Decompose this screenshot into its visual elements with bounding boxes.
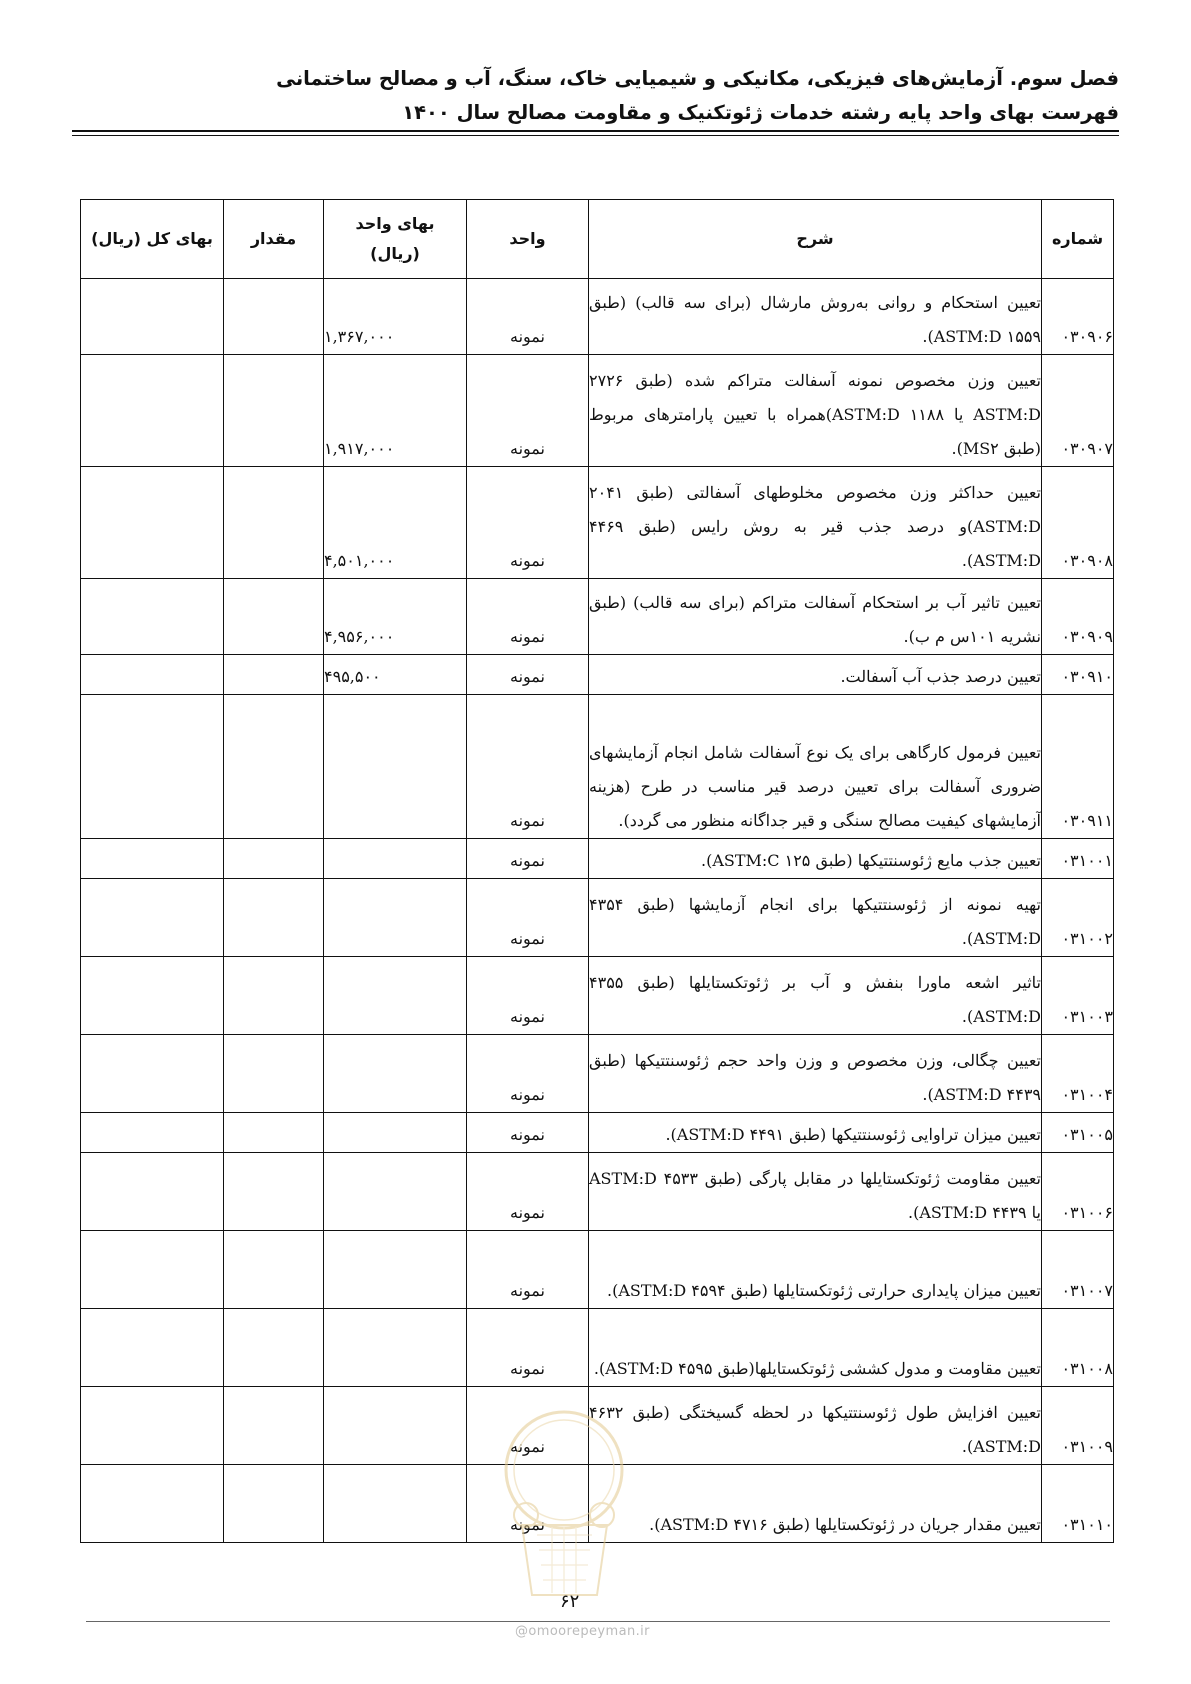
item-total-price [81, 1113, 224, 1153]
col-header-unit: واحد [467, 200, 589, 279]
price-list-title: فهرست بهای واحد پایه رشته خدمات ژئوتکنیک و مقاومت مصالح سال ۱۴۰۰ [402, 101, 1119, 124]
item-description: تعیین مقاومت و مدول کششی ژئوتکستایلها(طبق ۴۵۹۵ ASTM:D). [589, 1309, 1042, 1387]
item-description: تعیین چگالی، وزن مخصوص و وزن واحد حجم ژئوسنتتیکها (طبق ۴۴۳۹ ASTM:D). [589, 1035, 1042, 1113]
item-unit-price [324, 1387, 467, 1465]
item-code: ۰۳۱۰۰۷ [1042, 1231, 1114, 1309]
item-total-price [81, 695, 224, 839]
item-unit: نمونه [467, 1387, 589, 1465]
item-code: ۰۳۰۹۰۶ [1042, 279, 1114, 355]
table-row [81, 839, 1114, 879]
item-total-price [81, 1153, 224, 1231]
item-quantity [224, 1153, 324, 1231]
item-unit-price [324, 879, 467, 957]
item-quantity [224, 695, 324, 839]
item-code: ۰۳۱۰۰۵ [1042, 1113, 1114, 1153]
item-quantity [224, 279, 324, 355]
col-header-desc: شرح [589, 200, 1042, 279]
item-unit: نمونه [467, 655, 589, 695]
item-description: تعیین جذب مایع ژئوسنتتیکها (طبق ۱۲۵ ASTM:C). [589, 839, 1042, 879]
table-row [81, 695, 1114, 839]
item-code: ۰۳۱۰۰۸ [1042, 1309, 1114, 1387]
table-row [81, 1113, 1114, 1153]
item-quantity [224, 1035, 324, 1113]
table-body [81, 279, 1114, 1543]
item-code: ۰۳۰۹۱۱ [1042, 695, 1114, 839]
item-unit-price: ۴۹۵,۵۰۰ [324, 655, 467, 695]
item-description: تعیین حداکثر وزن مخصوص مخلوطهای آسفالتی (طبق ۲۰۴۱ ASTM:D)و درصد جذب قیر به روش رایس (طبق ۴۴۶۹ ASTM:D). [589, 467, 1042, 579]
item-code: ۰۳۰۹۰۷ [1042, 355, 1114, 467]
item-description: تاثیر اشعه ماورا بنفش و آب بر ژئوتکستایلها (طبق ۴۳۵۵ ASTM:D). [589, 957, 1042, 1035]
item-quantity [224, 467, 324, 579]
item-unit: نمونه [467, 279, 589, 355]
item-quantity [224, 1113, 324, 1153]
item-unit-price [324, 839, 467, 879]
item-total-price [81, 839, 224, 879]
item-total-price [81, 1309, 224, 1387]
item-description: تعیین افزایش طول ژئوسنتتیکها در لحظه گسیختگی (طبق ۴۶۳۲ ASTM:D). [589, 1387, 1042, 1465]
page-header [72, 62, 1119, 130]
item-unit-price [324, 957, 467, 1035]
table-row [81, 279, 1114, 355]
table-row [81, 1309, 1114, 1387]
item-unit-price [324, 1035, 467, 1113]
item-total-price [81, 957, 224, 1035]
item-quantity [224, 1465, 324, 1543]
item-quantity [224, 655, 324, 695]
col-header-code: شماره [1042, 200, 1114, 279]
table-row [81, 355, 1114, 467]
table-row [81, 1153, 1114, 1231]
item-quantity [224, 1387, 324, 1465]
table-row [81, 1231, 1114, 1309]
item-unit: نمونه [467, 879, 589, 957]
item-total-price [81, 1231, 224, 1309]
item-code: ۰۳۰۹۱۰ [1042, 655, 1114, 695]
item-quantity [224, 579, 324, 655]
page-number: ۶۲ [560, 1591, 580, 1612]
item-description: تعیین وزن مخصوص نمونه آسفالت متراکم شده (طبق ۲۷۲۶ ASTM:D یا ۱۱۸۸ ASTM:D)همراه با تعیین پارامترهای مربوط (طبق MS۲). [589, 355, 1042, 467]
table-row [81, 1035, 1114, 1113]
col-header-unit-price-currency: (ریال) [370, 244, 420, 263]
table-row [81, 957, 1114, 1035]
item-total-price [81, 355, 224, 467]
item-unit-price: ۱,۳۶۷,۰۰۰ [324, 279, 467, 355]
chapter-title: فصل سوم. آزمایش‌های فیزیکی، مکانیکی و شیمیایی خاک، سنگ، آب و مصالح ساختمانی [276, 67, 1119, 90]
item-unit-price: ۱,۹۱۷,۰۰۰ [324, 355, 467, 467]
item-code: ۰۳۱۰۰۹ [1042, 1387, 1114, 1465]
item-total-price [81, 655, 224, 695]
item-description: تعیین میزان پایداری حرارتی ژئوتکستایلها (طبق ۴۵۹۴ ASTM:D). [589, 1231, 1042, 1309]
item-code: ۰۳۱۰۰۲ [1042, 879, 1114, 957]
item-unit-price [324, 1113, 467, 1153]
col-header-unit-price-label: بهای واحد [355, 214, 435, 233]
item-total-price [81, 279, 224, 355]
item-unit: نمونه [467, 1035, 589, 1113]
item-code: ۰۳۱۰۰۱ [1042, 839, 1114, 879]
item-total-price [81, 1035, 224, 1113]
item-code: ۰۳۱۰۰۳ [1042, 957, 1114, 1035]
table-row [81, 655, 1114, 695]
item-unit: نمونه [467, 1153, 589, 1231]
item-description: تعیین مقدار جریان در ژئوتکستایلها (طبق ۴۷۱۶ ASTM:D). [589, 1465, 1042, 1543]
price-table [80, 199, 1114, 1543]
item-description: تعیین تاثیر آب بر استحکام آسفالت متراکم (برای سه قالب) (طبق نشریه ۱۰۱س م ب). [589, 579, 1042, 655]
item-unit: نمونه [467, 839, 589, 879]
item-quantity [224, 1309, 324, 1387]
table-row [81, 579, 1114, 655]
item-unit-price [324, 695, 467, 839]
item-quantity [224, 957, 324, 1035]
item-quantity [224, 355, 324, 467]
col-header-qty: مقدار [224, 200, 324, 279]
item-unit: نمونه [467, 957, 589, 1035]
item-total-price [81, 467, 224, 579]
item-description: تعیین میزان تراوایی ژئوسنتتیکها (طبق ۴۴۹۱ ASTM:D). [589, 1113, 1042, 1153]
item-unit-price [324, 1309, 467, 1387]
item-total-price [81, 579, 224, 655]
item-description: تهیه نمونه از ژئوسنتتیکها برای انجام آزمایشها (طبق ۴۳۵۴ ASTM:D). [589, 879, 1042, 957]
item-unit: نمونه [467, 1231, 589, 1309]
table-row [81, 467, 1114, 579]
footer-rule [86, 1621, 1110, 1622]
item-unit: نمونه [467, 467, 589, 579]
item-unit: نمونه [467, 579, 589, 655]
item-code: ۰۳۱۰۰۶ [1042, 1153, 1114, 1231]
header-rule-thick [72, 130, 1119, 132]
item-unit: نمونه [467, 1309, 589, 1387]
item-quantity [224, 839, 324, 879]
item-unit: نمونه [467, 1113, 589, 1153]
item-unit-price [324, 1231, 467, 1309]
item-description: تعیین مقاومت ژئوتکستایلها در مقابل پارگی (طبق ۴۵۳۳ ASTM:D یا ۴۴۳۹ ASTM:D). [589, 1153, 1042, 1231]
item-unit-price: ۴,۹۵۶,۰۰۰ [324, 579, 467, 655]
item-unit: نمونه [467, 695, 589, 839]
item-unit-price: ۴,۵۰۱,۰۰۰ [324, 467, 467, 579]
item-description: تعیین فرمول کارگاهی برای یک نوع آسفالت شامل انجام آزمایشهای ضروری آسفالت برای تعیین درصد قیر مناسب در طرح (هزینه آزمایشهای کیفیت مصالح سنگی و قیر جداگانه منظور می گردد). [589, 695, 1042, 839]
item-total-price [81, 1465, 224, 1543]
item-code: ۰۳۱۰۰۴ [1042, 1035, 1114, 1113]
table-row [81, 879, 1114, 957]
col-header-unit-price [324, 200, 467, 279]
item-code: ۰۳۰۹۰۸ [1042, 467, 1114, 579]
item-unit: نمونه [467, 1465, 589, 1543]
item-code: ۰۳۰۹۰۹ [1042, 579, 1114, 655]
item-code: ۰۳۱۰۱۰ [1042, 1465, 1114, 1543]
item-quantity [224, 1231, 324, 1309]
item-unit: نمونه [467, 355, 589, 467]
item-description: تعیین درصد جذب آب آسفالت. [589, 655, 1042, 695]
table-header-row [81, 200, 1114, 279]
item-unit-price [324, 1465, 467, 1543]
watermark-url: @omoorepeyman.ir [515, 1624, 650, 1639]
item-quantity [224, 879, 324, 957]
item-description: تعیین استحکام و روانی به‌روش مارشال (برای سه قالب) (طبق ۱۵۵۹ ASTM:D). [589, 279, 1042, 355]
item-total-price [81, 1387, 224, 1465]
item-unit-price [324, 1153, 467, 1231]
item-total-price [81, 879, 224, 957]
col-header-total: بهای کل (ریال) [81, 200, 224, 279]
header-rule-thin [72, 135, 1119, 136]
watermark-seal [502, 1405, 632, 1619]
